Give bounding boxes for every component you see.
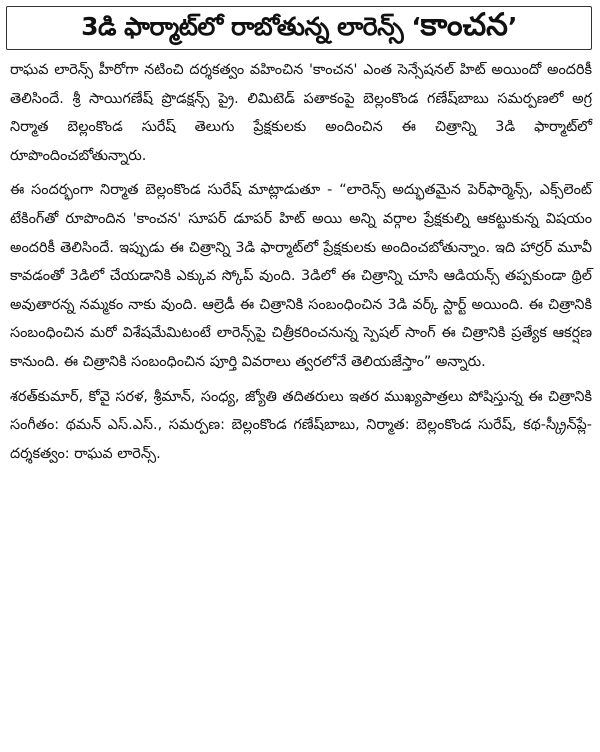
paragraph-intro: రాఘవ లారెన్స్ హీరోగా నటించి దర్శకత్వం వహించిన 'కాంచన' ఎంత సెన్సేషనల్ హిట్ అయిందో అందరికీ తెలిసిందే. శ్రీ సాయిగణేష్ ప్రొడక్షన్స్ ప్రై. లిమిటెడ్ పతాకంపై బెల్లంకొండ గణేష్‌బాబు సమర్పణలో అగ్ర నిర్మాత బెల్లంకొండ సురేష్ తెలుగు ప్రేక్షకులకు అందించిన ఈ చిత్రాన్ని 3డి ఫార్మాట్‌లో రూపొందించబోతున్నారు.: [10, 62, 592, 164]
headline: [81, 7, 517, 50]
headline-box: [6, 6, 592, 50]
paragraph-producer-quote: ఈ సందర్భంగా నిర్మాత బెల్లంకొండ సురేష్ మాట్లాడుతూ - “లారెన్స్ అద్భుతమైన పెర్‌ఫార్మెన్స్, ఎక్స్‌లెంట్ టేకింగ్‌తో రూపొందిన 'కాంచన' సూపర్ డూపర్ హిట్ అయి అన్ని వర్గాల ప్రేక్షకుల్ని ఆకట్టుకున్న విషయం అందరికీ తెలిసిందే. ఇప్పుడు ఈ చిత్రాన్ని 3డి ఫార్మాట్‌లో ప్రేక్షకులకు అందించబోతున్నాం. ఇది హార్రర్ మూవీ కావడంతో 3డిలో చేయడానికి ఎక్కువ స్కోప్ వుంది. 3డిలో ఈ చిత్రాన్ని చూసి ఆడియన్స్ తప్పకుండా థ్రిల్ అవుతారన్న నమ్మకం నాకు వుంది. ఆల్రెడీ ఈ చిత్రానికి సంబంధించిన 3డి వర్క్ స్టార్ట్ అయింది. ఈ చిత్రానికి సంబంధించిన మరో విశేషమేమిటంటే లారెన్స్‌పై చిత్రీకరించనున్న స్పెషల్ సాంగ్ ఈ చిత్రానికి ప్రత్యేక ఆకర్షణ కానుంది. ఈ చిత్రానికి సంబంధించిన పూర్తి వివరాలు త్వరలోనే తెలియజేస్తాం” అన్నారు.: [10, 182, 592, 370]
headline-title-word: కాంచన: [420, 6, 508, 43]
headline-prefix: 3డి ఫార్మాట్‌లో రాబోతున్న లారెన్స్: [81, 11, 412, 41]
headline-close-quote: ’: [507, 11, 517, 41]
headline-open-quote: ‘: [411, 11, 421, 41]
article-body: [10, 56, 592, 468]
paragraph-credits: శరత్‌కుమార్, కోవై సరళ, శ్రీమాన్, సంధ్య, జ్యోతి తదితరులు ఇతర ముఖ్యపాత్రలు పోషిస్తున్న ఈ చిత్రానికి సంగీతం: థమన్ ఎస్.ఎస్., సమర్పణ: బెల్లంకొండ గణేష్‌బాబు, నిర్మాత: బెల్లంకొండ సురేష్, కథ-స్క్రీన్‌ప్లే- దర్శకత్వం: రాఘవ లారెన్స్.: [10, 388, 592, 462]
